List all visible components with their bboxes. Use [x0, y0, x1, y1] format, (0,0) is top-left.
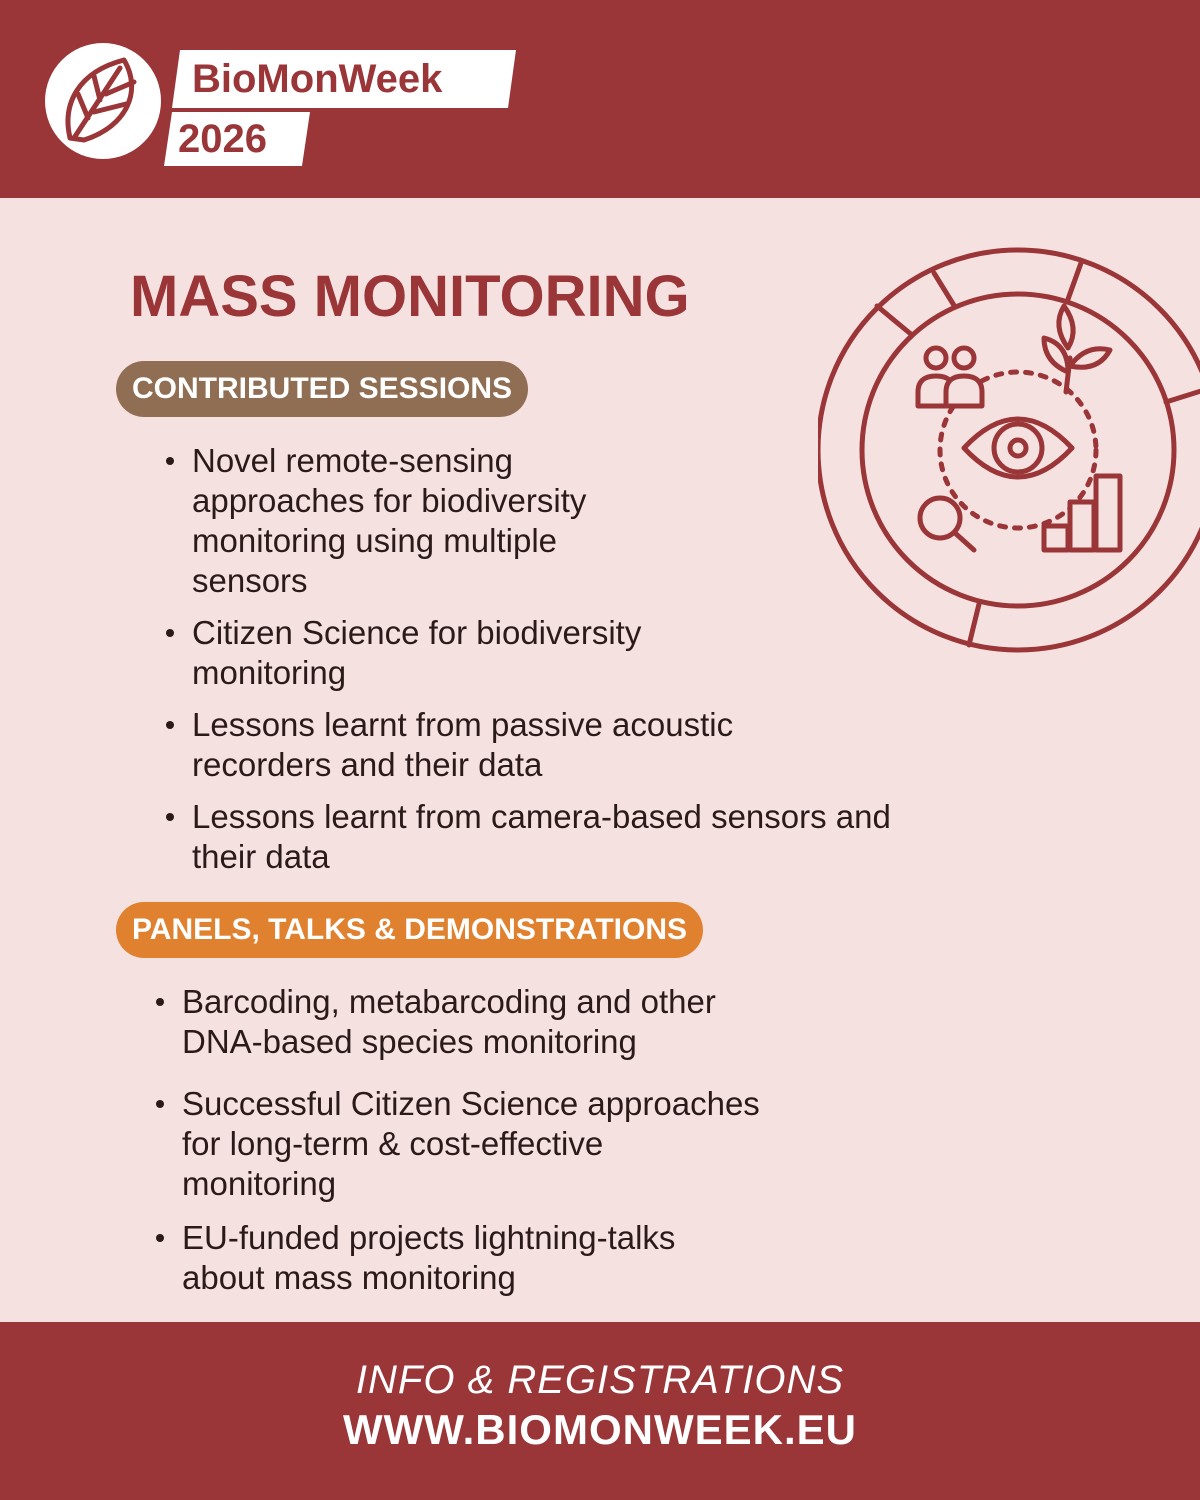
list-item-line: Novel remote-sensing	[192, 442, 513, 479]
panels-talks-label: PANELS, TALKS & DEMONSTRATIONS	[116, 902, 703, 958]
list-item	[192, 705, 1072, 785]
list-item-line: monitoring	[182, 1165, 337, 1202]
list-item-line: for long-term & cost-effective	[182, 1125, 604, 1162]
brand-year-banner	[164, 112, 310, 166]
list-item-line: Successful Citizen Science approaches	[182, 1085, 760, 1122]
list-item-line: Barcoding, metabarcoding and other	[182, 983, 716, 1020]
list-item-line: approaches for biodiversity	[192, 482, 587, 519]
brand-name-banner	[172, 50, 516, 108]
list-item-line: Lessons learnt from passive acoustic	[192, 706, 734, 743]
list-item-line: Citizen Science for biodiversity	[192, 614, 642, 651]
brand-name: BioMonWeek	[192, 57, 443, 101]
brand-year: 2026	[178, 117, 267, 161]
footer-website-link[interactable]: WWW.BIOMONWEEK.EU	[343, 1406, 857, 1453]
list-item-line: sensors	[192, 562, 308, 599]
list-item-line: Lessons learnt from camera-based sensors and	[192, 798, 891, 835]
contributed-sessions-list	[192, 441, 1072, 877]
list-item	[182, 982, 1062, 1062]
list-item-line: recorders and their data	[192, 746, 543, 783]
panels-talks-list	[182, 982, 1062, 1298]
leaf-logo-icon	[44, 42, 162, 160]
page-title: MASS MONITORING	[130, 264, 690, 329]
list-item-line: EU-funded projects lightning-talks	[182, 1219, 676, 1256]
header-bar	[0, 0, 1200, 198]
list-item	[192, 441, 1072, 601]
list-item-line: their data	[192, 838, 330, 875]
list-item	[182, 1218, 1062, 1298]
list-item-line: DNA-based species monitoring	[182, 1023, 637, 1060]
footer-info-text: INFO & REGISTRATIONS	[355, 1358, 845, 1402]
list-item	[192, 797, 1072, 877]
list-item-line: about mass monitoring	[182, 1259, 516, 1296]
contributed-sessions-label: CONTRIBUTED SESSIONS	[116, 361, 528, 417]
list-item-line: monitoring	[192, 654, 347, 691]
list-item	[182, 1084, 1062, 1204]
list-item-line: monitoring using multiple	[192, 522, 558, 559]
list-item	[192, 613, 1072, 693]
